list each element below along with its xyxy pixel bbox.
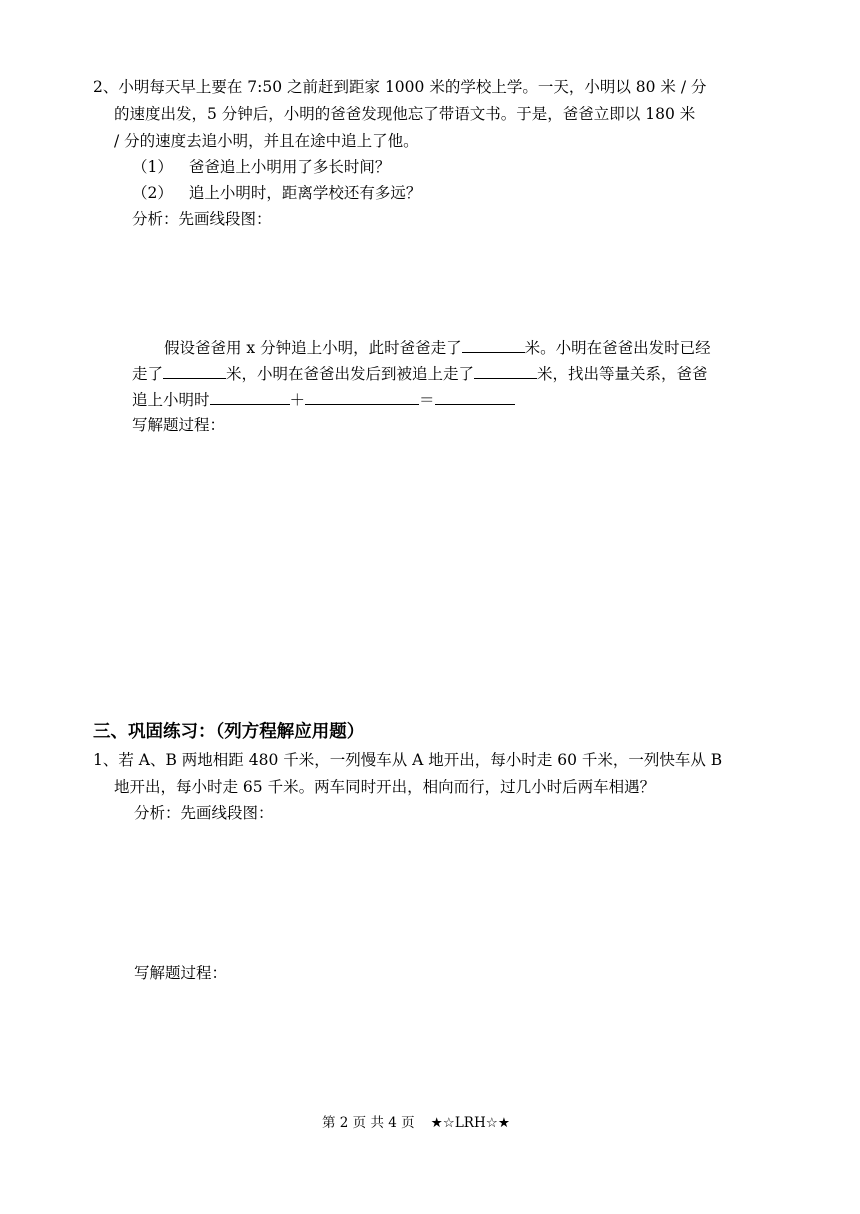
fill-line-2-text-a: 走了 (132, 365, 164, 383)
footer-mark: ★☆LRH☆★ (430, 1115, 510, 1131)
problem2-line3: / 分的速度去追小明，并且在途中追上了他。 (114, 132, 419, 150)
plus-sign: ＋ (289, 391, 306, 409)
section3-problem1-line1: 1、若 A、B 两地相距 480 千米，一列慢车从 A 地开出，每小时走 60 千米，一列快车从 B (93, 751, 723, 769)
section3-solution-label: 写解题过程： (134, 964, 228, 982)
fill-line-1-text-b: 米。小明在爸爸出发时已经 (524, 339, 711, 357)
fill-line-2-text-c: 米，找出等量关系，爸爸 (537, 365, 708, 383)
question-1 (132, 156, 390, 178)
problem2-line1: 2、小明每天早上要在 7:50 之前赶到距家 1000 米的学校上学。一天，小明以 80 米 / 分 (93, 78, 707, 96)
question-2 (132, 182, 421, 204)
question-2-text: 追上小明时，距离学校还有多远？ (188, 184, 422, 202)
question-1-number: （1） (132, 158, 173, 176)
fill-line-2-text-b: 米，小明在爸爸出发后到被追上走了 (226, 365, 475, 383)
problem2-line2: 的速度出发，5 分钟后，小明的爸爸发现他忘了带语文书。于是，爸爸立即以 180 米 (114, 105, 696, 123)
blank-xiaoming-head-start[interactable] (163, 362, 226, 379)
fill-line-1-text-a: 假设爸爸用 x 分钟追上小明，此时爸爸走了 (164, 339, 462, 357)
section3-analysis-label: 分析：先画线段图： (134, 804, 274, 822)
fill-line-3-text-a: 追上小明时 (132, 391, 210, 409)
equals-sign: ＝ (419, 391, 435, 409)
fill-line-3 (132, 388, 515, 411)
blank-equation-result[interactable] (435, 388, 515, 405)
section3-problem1-line2: 地开出，每小时走 65 千米。两车同时开出，相向而行，过几小时后两车相遇？ (114, 778, 656, 796)
fill-line-1 (164, 336, 711, 359)
question-2-number: （2） (132, 184, 173, 202)
section-3-heading: 三、巩固练习：（列方程解应用题） (93, 722, 365, 742)
page-footer (322, 1114, 510, 1132)
blank-dad-distance[interactable] (462, 336, 525, 353)
blank-equation-term-1[interactable] (210, 388, 290, 405)
page-number: 第 2 页 共 4 页 (322, 1115, 415, 1131)
question-1-text: 爸爸追上小明用了多长时间？ (188, 158, 391, 176)
problem2-analysis-label: 分析：先画线段图： (132, 210, 272, 228)
blank-equation-term-2[interactable] (305, 388, 419, 405)
fill-line-2 (132, 362, 708, 385)
blank-xiaoming-after[interactable] (474, 362, 537, 379)
problem2-solution-label: 写解题过程： (132, 416, 226, 434)
